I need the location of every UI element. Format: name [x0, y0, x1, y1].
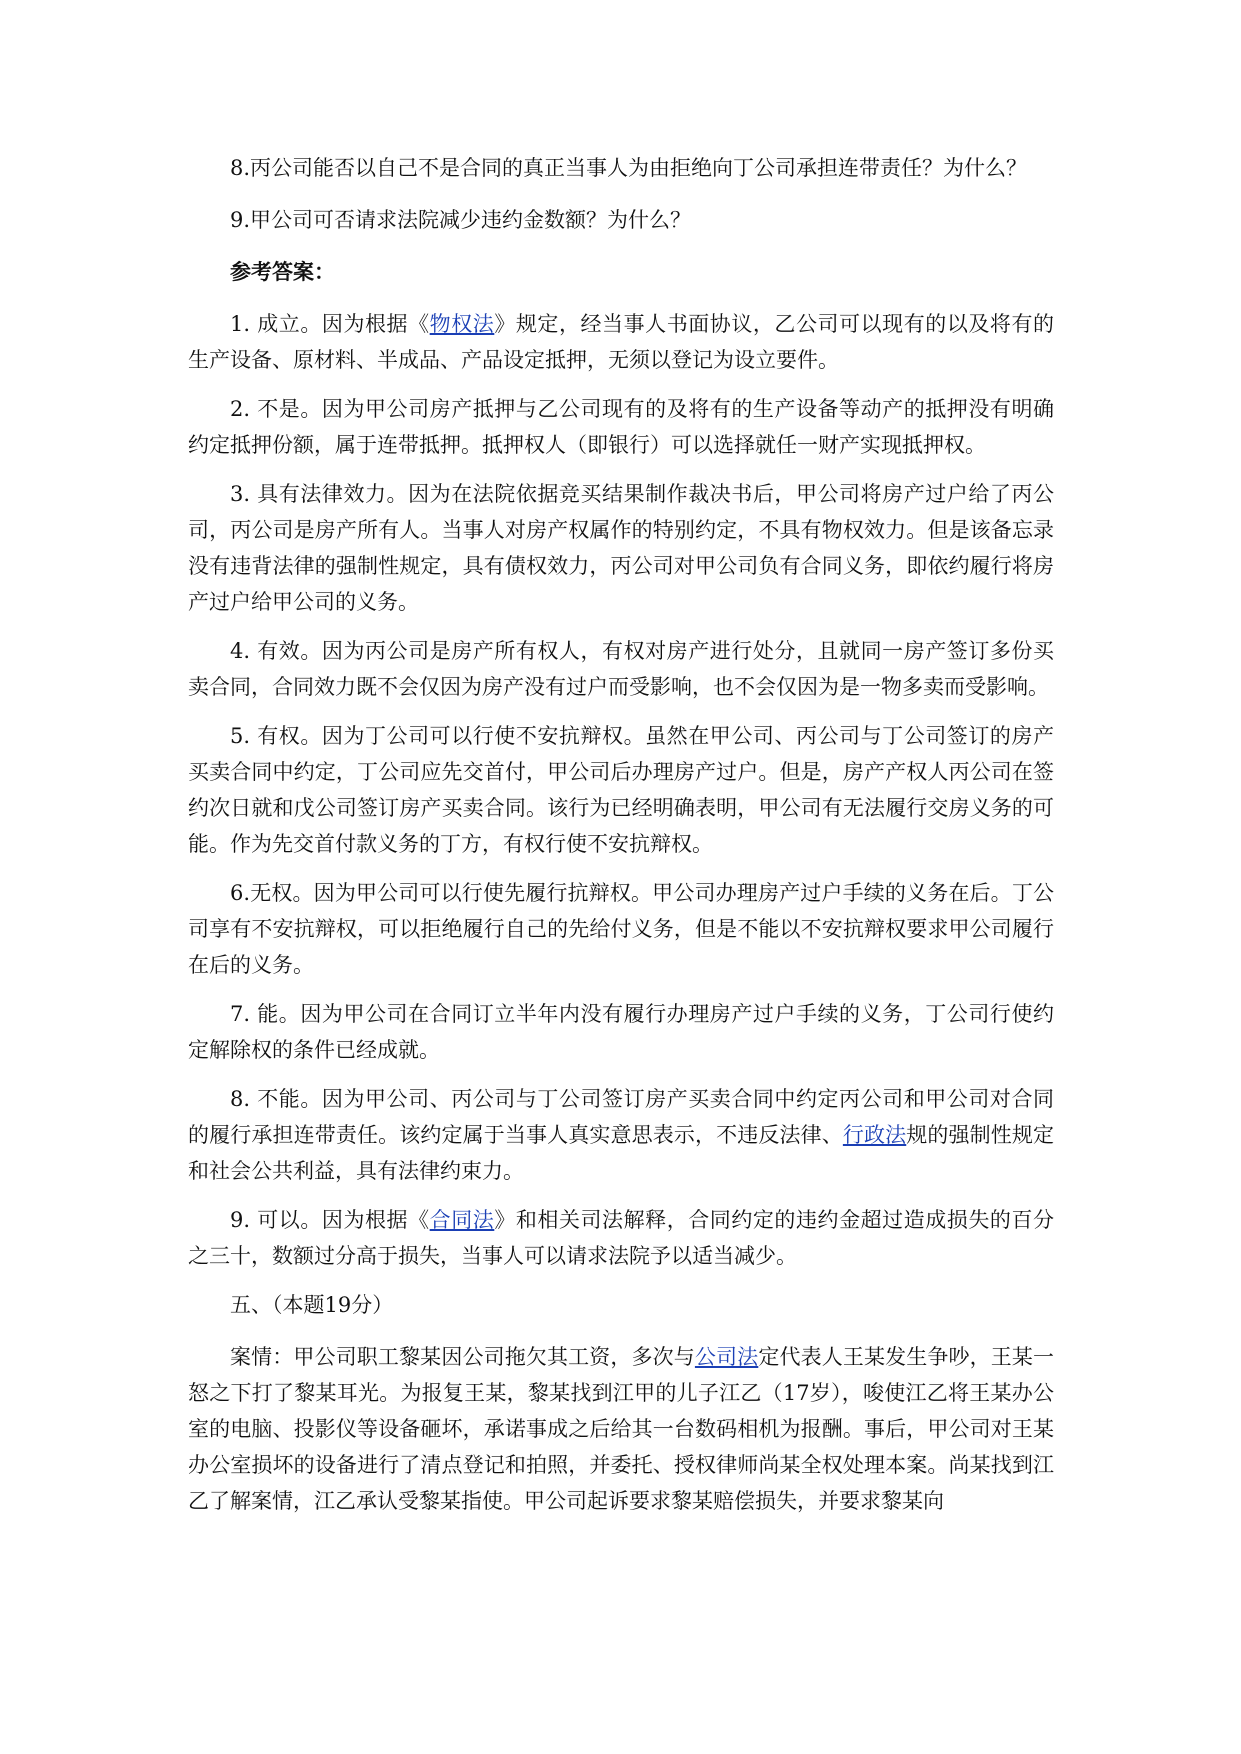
link-property-law[interactable]: 物权法 — [429, 312, 495, 336]
document-body — [188, 150, 1054, 1532]
question-9: 9.甲公司可否请求法院减少违约金数额？为什么？ — [230, 208, 692, 232]
answer-5: 5. 有权。因为丁公司可以行使不安抗辩权。虽然在甲公司、丙公司与丁公司签订的房产买卖合同中约定，丁公司应先交首付，甲公司后办理房产过户。但是，房产产权人丙公司在签约次日就和戊公司签订房产买卖合同。该行为已经明确表明，甲公司有无法履行交房义务的可能。作为先交首付款义务的丁方，有权行使不安抗辩权。 — [188, 724, 1054, 856]
link-contract-law[interactable]: 合同法 — [429, 1208, 495, 1232]
answer-8-text-post: 规的强制性规定和社会公共利益，具有法律约束力。 — [188, 1123, 1054, 1183]
answer-8 — [188, 1081, 1054, 1189]
answers-heading: 参考答案： — [230, 259, 335, 284]
answer-9-text-pre: 9. 可以。因为根据《 — [230, 1208, 430, 1232]
answer-1 — [188, 306, 1054, 378]
question-8: 8.丙公司能否以自己不是合同的真正当事人为由拒绝向丁公司承担连带责任？为什么？ — [230, 156, 1028, 180]
answer-4: 4. 有效。因为丙公司是房产所有权人，有权对房产进行处分，且就同一房产签订多份买卖合同，合同效力既不会仅因为房产没有过户而受影响，也不会仅因为是一物多卖而受影响。 — [188, 639, 1054, 699]
link-company-law[interactable]: 公司法 — [694, 1345, 759, 1369]
answer-9-text-post: 》和相关司法解释，合同约定的违约金超过造成损失的百分之三十，数额过分高于损失，当事人可以请求法院予以适当减少。 — [188, 1208, 1055, 1268]
answer-2: 2. 不是。因为甲公司房产抵押与乙公司现有的及将有的生产设备等动产的抵押没有明确约定抵押份额，属于连带抵押。抵押权人（即银行）可以选择就任一财产实现抵押权。 — [188, 397, 1054, 457]
section-5-title: 五、（本题19分） — [230, 1293, 394, 1317]
answer-9 — [188, 1202, 1054, 1274]
answer-8-text-pre: 8. 不能。因为甲公司、丙公司与丁公司签订房产买卖合同中约定丙公司和甲公司对合同的履行承担连带责任。该约定属于当事人真实意思表示，不违反法律、 — [188, 1087, 1054, 1147]
link-administrative-law[interactable]: 行政法 — [842, 1123, 907, 1147]
answer-1-text-post: 》规定，经当事人书面协议，乙公司可以现有的以及将有的生产设备、原材料、半成品、产品设定抵押，无须以登记为设立要件。 — [188, 312, 1055, 372]
answer-1-text-pre: 1. 成立。因为根据《 — [230, 312, 430, 336]
answer-6: 6.无权。因为甲公司可以行使先履行抗辩权。甲公司办理房产过户手续的义务在后。丁公司享有不安抗辩权，可以拒绝履行自己的先给付义务，但是不能以不安抗辩权要求甲公司履行在后的义务。 — [188, 881, 1054, 977]
case-text-pre: 案情：甲公司职工黎某因公司拖欠其工资，多次与 — [230, 1345, 695, 1369]
case-text-post: 定代表人王某发生争吵，王某一怒之下打了黎某耳光。为报复王某，黎某找到江甲的儿子江乙（17岁），唆使江乙将王某办公室的电脑、投影仪等设备砸坏，承诺事成之后给其一台数码相机为报酬。事后，甲公司对王某办公室损坏的设备进行了清点登记和拍照，并委托、授权律师尚某全权处理本案。尚某找到江乙了解案情，江乙承认受黎某指使。甲公司起诉要求黎某赔偿损失，并要求黎某向 — [188, 1345, 1055, 1513]
answer-3: 3. 具有法律效力。因为在法院依据竞买结果制作裁决书后，甲公司将房产过户给了丙公司，丙公司是房产所有人。当事人对房产权属作的特别约定，不具有物权效力。但是该备忘录没有违背法律的强制性规定，具有债权效力，丙公司对甲公司负有合同义务，即依约履行将房产过户给甲公司的义务。 — [188, 482, 1054, 614]
answer-7: 7. 能。因为甲公司在合同订立半年内没有履行办理房产过户手续的义务，丁公司行使约定解除权的条件已经成就。 — [188, 1002, 1054, 1062]
section-5-case — [188, 1339, 1054, 1519]
